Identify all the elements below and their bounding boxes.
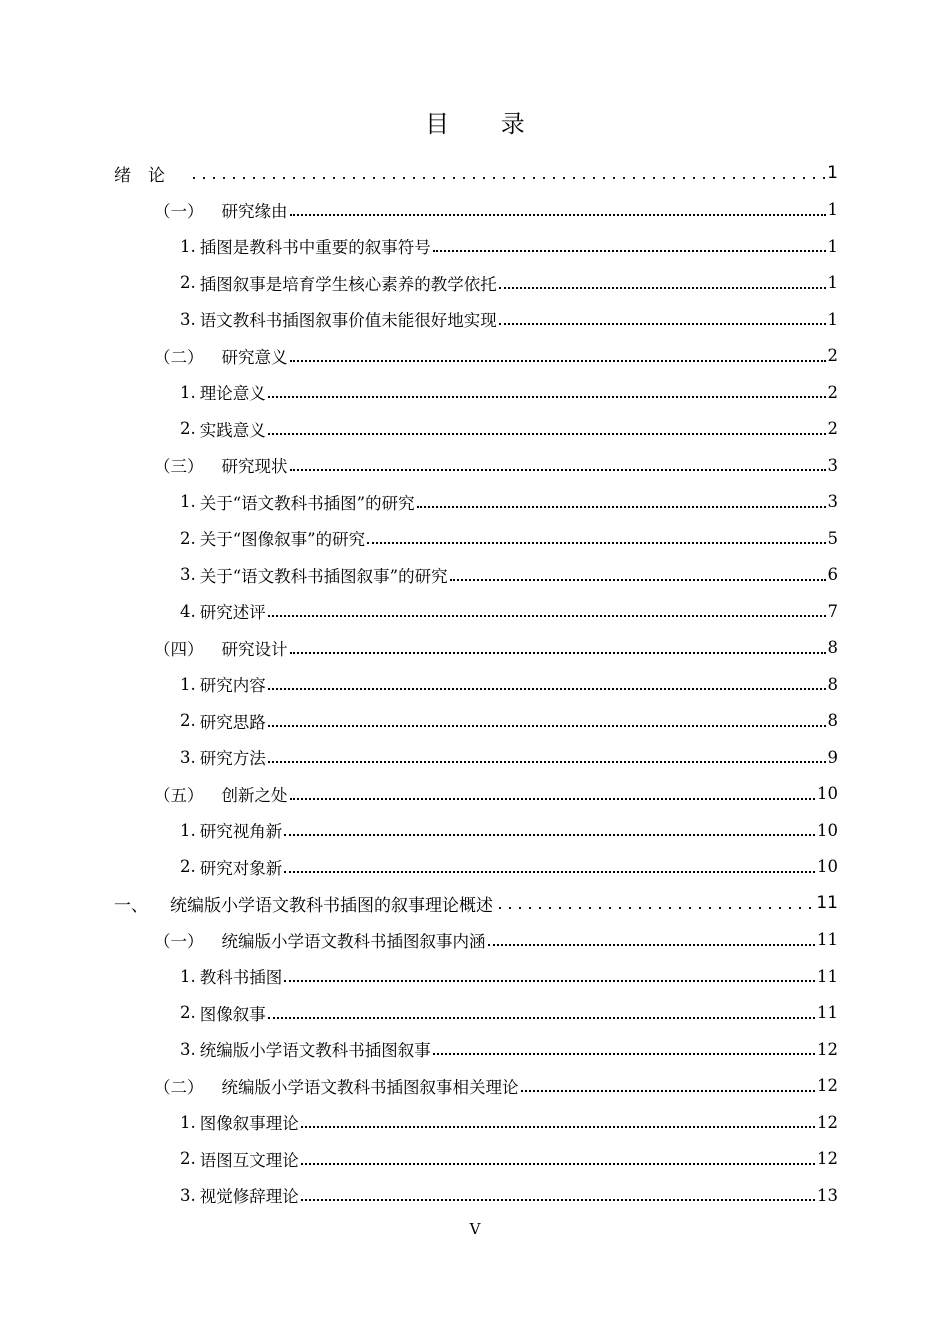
toc-dot-leader (268, 420, 826, 438)
toc-dot-leader (284, 858, 815, 876)
toc-entry-number: 1. (180, 1112, 196, 1132)
toc-dot-leader (268, 383, 826, 401)
toc-dot-leader (499, 310, 826, 328)
toc-entry[interactable] (114, 1031, 838, 1068)
toc-entry-page: 1 (827, 273, 838, 293)
toc-entry[interactable] (114, 557, 838, 594)
toc-entry-title: 研究现状 (221, 457, 288, 477)
toc-entry-title: 研究方法 (199, 749, 266, 769)
toc-entry-title: 研究述评 (199, 603, 266, 623)
toc-dot-leader (268, 675, 826, 693)
toc-entry-number: 3. (180, 309, 196, 329)
toc-entry-page: 1 (827, 236, 838, 256)
toc-entry-page: 1 (827, 309, 838, 329)
toc-entry-title: 统编版小学语文教科书插图叙事内涵 (221, 931, 486, 951)
toc-entry[interactable] (114, 593, 838, 630)
toc-dot-leader (268, 1004, 815, 1022)
toc-entry-page: 12 (817, 1112, 838, 1132)
toc-entry-page: 10 (817, 784, 838, 804)
toc-entry-page: 13 (817, 1185, 838, 1205)
toc-entry-title: 插图是教科书中重要的叙事符号 (199, 238, 431, 258)
toc-entry[interactable] (114, 301, 838, 338)
toc-title: 目 录 (425, 110, 547, 138)
toc-entry-page: 3 (827, 492, 838, 512)
toc-entry-page: 7 (827, 601, 838, 621)
toc-entry-title: 创新之处 (221, 785, 288, 805)
toc-entry[interactable] (114, 265, 838, 302)
toc-entry[interactable] (114, 411, 838, 448)
toc-entry-title: 视觉修辞理论 (199, 1187, 299, 1207)
toc-entry-number: 绪 论 (114, 165, 165, 186)
toc-dot-leader (301, 1186, 815, 1204)
toc-entry-number: 2. (180, 857, 196, 877)
toc-entry[interactable] (114, 1104, 838, 1141)
toc-dot-leader (488, 931, 816, 949)
toc-entry[interactable] (114, 666, 838, 703)
toc-entry-title: 图像叙事 (199, 1004, 266, 1024)
toc-entry-number: 3. (180, 565, 196, 585)
toc-entry-page: 1 (827, 163, 838, 184)
toc-entry[interactable] (114, 1068, 838, 1105)
toc-entry-number: 1. (180, 820, 196, 840)
toc-entry-title: 研究对象新 (199, 858, 283, 878)
toc-entry-number: 1. (180, 382, 196, 402)
toc-entry-number: 3. (180, 1185, 196, 1205)
toc-entry-number: 2. (180, 1149, 196, 1169)
toc-entry-page: 2 (827, 346, 838, 366)
toc-entry-number: （三） (154, 457, 204, 477)
toc-dot-leader (495, 894, 814, 912)
toc-dot-leader (284, 967, 815, 985)
toc-entry-title: 研究意义 (221, 347, 288, 367)
toc-dot-leader (301, 1113, 815, 1131)
toc-dot-leader (290, 347, 826, 365)
toc-entry-title: 统编版小学语文教科书插图叙事 (199, 1041, 431, 1061)
toc-entry-number: 1. (180, 492, 196, 512)
toc-entry-number: 3. (180, 747, 196, 767)
toc-entry-page: 2 (827, 419, 838, 439)
toc-dot-leader (521, 1077, 816, 1095)
table-of-contents (114, 155, 838, 1214)
toc-dot-leader (290, 639, 826, 657)
toc-dot-leader (268, 748, 826, 766)
toc-entry-title: 语文教科书插图叙事价值未能很好地实现 (199, 311, 497, 331)
toc-entry[interactable] (114, 520, 838, 557)
toc-entry-page: 11 (817, 930, 838, 950)
toc-entry-number: 4. (180, 601, 196, 621)
toc-dot-leader (433, 237, 826, 255)
toc-entry-page: 8 (827, 638, 838, 658)
toc-entry-page: 12 (817, 1076, 838, 1096)
toc-entry-page: 11 (817, 1003, 838, 1023)
toc-entry[interactable] (114, 192, 838, 229)
toc-entry-page: 5 (827, 528, 838, 548)
toc-entry[interactable] (114, 958, 838, 995)
toc-entry[interactable] (114, 484, 838, 521)
toc-entry[interactable] (114, 1177, 838, 1214)
toc-dot-leader (290, 785, 816, 803)
toc-entry-title: 统编版小学语文教科书插图叙事相关理论 (221, 1077, 519, 1097)
toc-entry[interactable] (114, 812, 838, 849)
toc-entry[interactable] (114, 630, 838, 667)
toc-entry-title: 研究设计 (221, 639, 288, 659)
toc-entry-page: 10 (817, 857, 838, 877)
toc-entry-title: 统编版小学语文教科书插图的叙事理论概述 (170, 895, 493, 916)
toc-entry-title: 实践意义 (199, 420, 266, 440)
toc-entry-number: 3. (180, 1039, 196, 1059)
toc-entry-title: 理论意义 (199, 384, 266, 404)
toc-entry[interactable] (114, 995, 838, 1032)
toc-entry[interactable] (114, 447, 838, 484)
toc-entry[interactable] (114, 703, 838, 740)
toc-entry-number: 2. (180, 528, 196, 548)
toc-entry-page: 11 (816, 893, 838, 914)
toc-dot-leader (268, 602, 826, 620)
toc-dot-leader (290, 201, 826, 219)
toc-entry-number: 1. (180, 236, 196, 256)
toc-entry-page: 3 (827, 455, 838, 475)
toc-entry[interactable] (114, 885, 838, 922)
toc-entry-number: （二） (154, 347, 204, 367)
toc-entry-title: 插图叙事是培育学生核心素养的教学依托 (199, 274, 497, 294)
toc-dot-leader (417, 493, 826, 511)
toc-entry-title: 研究视角新 (199, 822, 283, 842)
toc-entry-page: 8 (827, 674, 838, 694)
toc-entry[interactable] (114, 338, 838, 375)
toc-entry-number: 2. (180, 419, 196, 439)
toc-entry[interactable] (114, 1141, 838, 1178)
toc-dot-leader (301, 1150, 815, 1168)
toc-entry-page: 1 (827, 200, 838, 220)
toc-dot-leader (268, 712, 826, 730)
page-number: V (469, 1220, 481, 1238)
toc-entry[interactable] (114, 228, 838, 265)
toc-entry[interactable] (114, 849, 838, 886)
toc-entry-title: 研究内容 (199, 676, 266, 696)
toc-dot-leader (450, 566, 826, 584)
toc-entry-title: 关于“图像叙事”的研究 (199, 530, 366, 550)
toc-entry-number: 2. (180, 711, 196, 731)
toc-dot-leader (433, 1040, 815, 1058)
toc-entry-number: （一） (154, 201, 204, 221)
toc-entry-page: 2 (827, 382, 838, 402)
toc-entry[interactable] (114, 155, 838, 192)
toc-entry[interactable] (114, 374, 838, 411)
toc-entry-number: 2. (180, 273, 196, 293)
toc-entry-number: （五） (154, 785, 204, 805)
toc-entry-title: 教科书插图 (199, 968, 283, 988)
toc-dot-leader (367, 529, 825, 547)
toc-entry[interactable] (114, 776, 838, 813)
toc-dot-leader (499, 274, 826, 292)
toc-entry-number: （四） (154, 639, 204, 659)
toc-dot-leader (290, 456, 826, 474)
toc-entry-page: 11 (817, 966, 838, 986)
toc-entry-number: 2. (180, 1003, 196, 1023)
toc-dot-leader (284, 821, 815, 839)
toc-entry[interactable] (114, 922, 838, 959)
toc-entry-title: 语图互文理论 (199, 1150, 299, 1170)
toc-entry-page: 12 (817, 1149, 838, 1169)
toc-entry-title: 关于“语文教科书插图叙事”的研究 (199, 566, 448, 586)
toc-entry-page: 9 (827, 747, 838, 767)
toc-dot-leader (189, 164, 825, 182)
toc-entry-title: 关于“语文教科书插图”的研究 (199, 493, 415, 513)
toc-entry-number: 1. (180, 966, 196, 986)
toc-entry-title: 图像叙事理论 (199, 1114, 299, 1134)
toc-entry-number: （二） (154, 1077, 204, 1097)
toc-entry-page: 12 (817, 1039, 838, 1059)
toc-entry-number: 1. (180, 674, 196, 694)
toc-entry-page: 8 (827, 711, 838, 731)
toc-entry[interactable] (114, 739, 838, 776)
toc-entry-page: 10 (817, 820, 838, 840)
toc-entry-title: 研究思路 (199, 712, 266, 732)
toc-entry-number: （一） (154, 931, 204, 951)
toc-entry-title: 研究缘由 (221, 201, 288, 221)
toc-entry-page: 6 (827, 565, 838, 585)
toc-entry-number: 一、 (114, 895, 148, 916)
